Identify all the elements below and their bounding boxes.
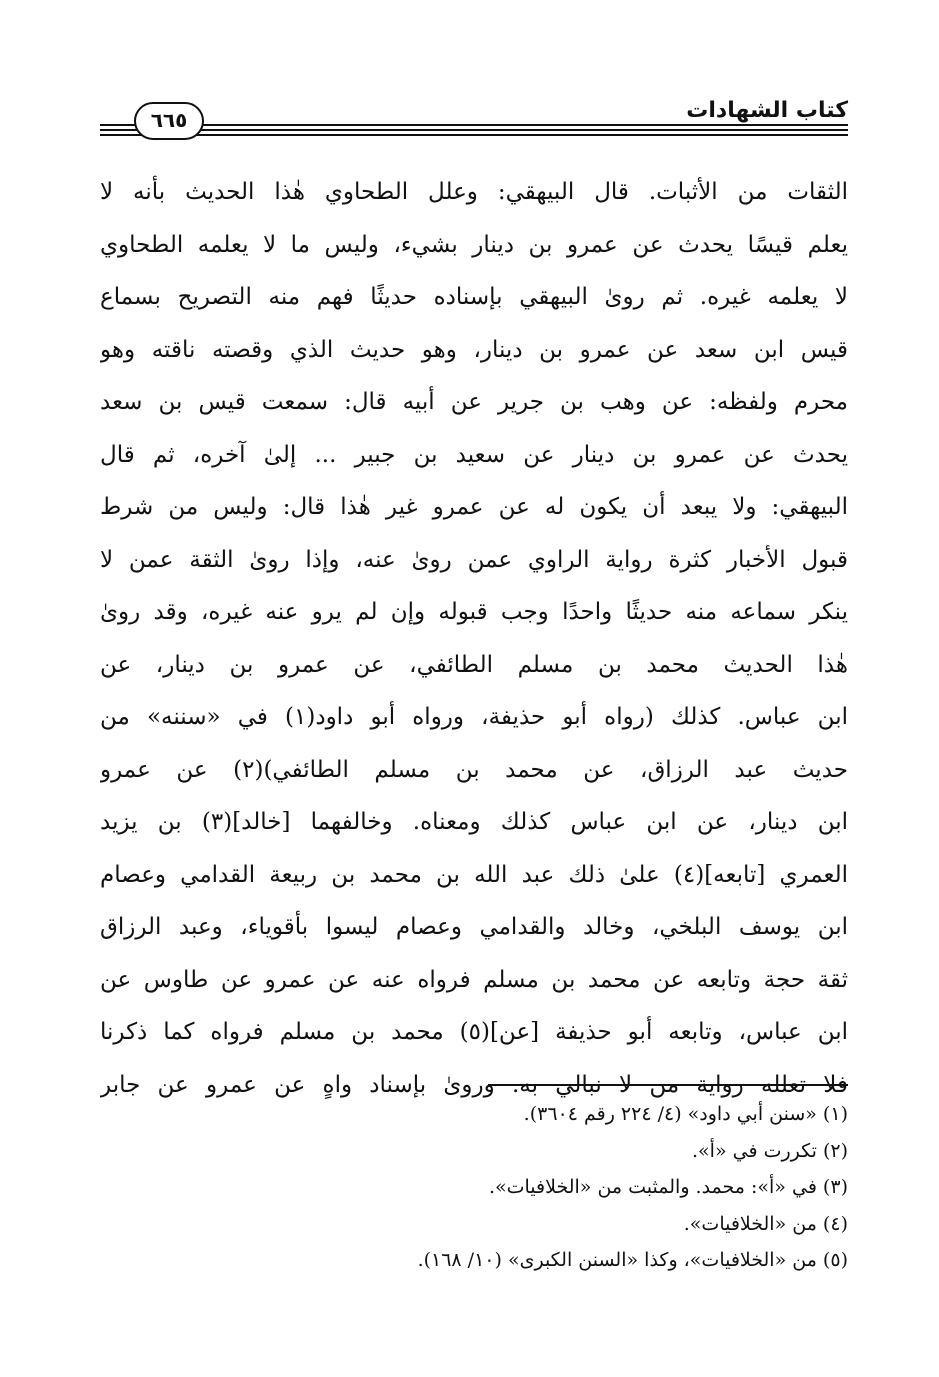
text-line: قبول الأخبار كثرة رواية الراوي عمن رویٰ عنه، وإذا رویٰ الثقة عمن لا xyxy=(100,546,848,573)
text-line: ابن يوسف البلخي، وخالد والقدامي وعصام ليسوا بأقوياء، وعبد الرزاق xyxy=(100,914,848,940)
text-line: هٰذا الحديث محمد بن مسلم الطائفي، عن عمرو بن دينار، عن xyxy=(100,651,848,678)
text-line: ابن عباس. كذلك (رواه أبو حذيفة، ورواه أبو داود(١) في «سننه» من xyxy=(100,704,848,730)
page-header xyxy=(100,88,848,144)
footnotes xyxy=(88,1096,848,1279)
header-rule-bottom xyxy=(100,134,848,136)
text-line: ابن دينار، عن ابن عباس كذلك ومعناه. وخالفهما [خالد](٣) بن يزيد xyxy=(100,809,848,835)
text-line: محرم ولفظه: عن وهب بن جرير عن أبيه قال: سمعت قيس بن سعد xyxy=(100,389,848,415)
page-number: ٦٦٥ xyxy=(134,102,204,140)
text-line: البيهقي: ولا يبعد أن يكون له عن عمرو غير هٰذا قال: وليس من شرط xyxy=(100,494,848,520)
text-line: ثقة حجة وتابعه عن محمد بن مسلم فرواه عنه عن عمرو عن طاوس عن xyxy=(100,966,848,993)
chapter-title: كتاب الشهادات xyxy=(686,98,848,123)
footnote-separator xyxy=(488,1084,848,1086)
text-line: يحدث عن عمرو بن دينار عن سعيد بن جبير ... إلیٰ آخره، ثم قال xyxy=(100,441,848,468)
text-line: العمري [تابعه](٤) علیٰ ذلك عبد الله بن محمد بن ربيعة القدامي وعصام xyxy=(100,861,848,888)
header-rule-middle xyxy=(100,129,848,131)
text-line: لا يعلمه غيره. ثم رویٰ البيهقي بإسناده حديثًا فهم منه التصريح بسماع xyxy=(100,284,848,310)
footnote-4: (٤) من «الخلافيات». xyxy=(683,1212,848,1235)
text-line: ابن عباس، وتابعه أبو حذيفة [عن](٥) محمد بن مسلم فرواه كما ذكرنا xyxy=(100,1019,848,1045)
text-line: حديث عبد الرزاق، عن محمد بن مسلم الطائفي)(٢) عن عمرو xyxy=(100,756,848,783)
text-line: الثقات من الأثبات. قال البيهقي: وعلل الطحاوي هٰذا الحديث بأنه لا xyxy=(100,179,848,205)
footnote-2: (٢) تكررت في «أ». xyxy=(692,1139,848,1162)
text-line: يعلم قيسًا يحدث عن عمرو بن دينار بشيء، وليس ما لا يعلمه الطحاوي xyxy=(100,231,848,258)
text-line: قيس ابن سعد عن عمرو بن دينار، وهو حديث الذي وقصته ناقته وهو xyxy=(100,336,848,363)
footnote-1: (١) «سنن أبي داود» (٤/ ٢٢٤ رقم ٣٦٠٤). xyxy=(523,1103,848,1125)
text-line: فلا تعلله رواية من لا نبالي به. ورویٰ بإسناد واهٍ عن عمرو عن جابر xyxy=(100,1071,848,1098)
footnote-5: (٥) من «الخلافيات»، وكذا «السنن الكبرى» (١٠/ ١٦٨). xyxy=(417,1249,848,1271)
footnote-3: (٣) في «أ»: محمد. والمثبت من «الخلافيات». xyxy=(488,1176,848,1198)
main-text xyxy=(100,166,848,1111)
text-line: ينكر سماعه منه حديثًا واحدًا وجب قبوله وإن لم يرو عنه غيره، وقد رویٰ xyxy=(100,599,848,625)
